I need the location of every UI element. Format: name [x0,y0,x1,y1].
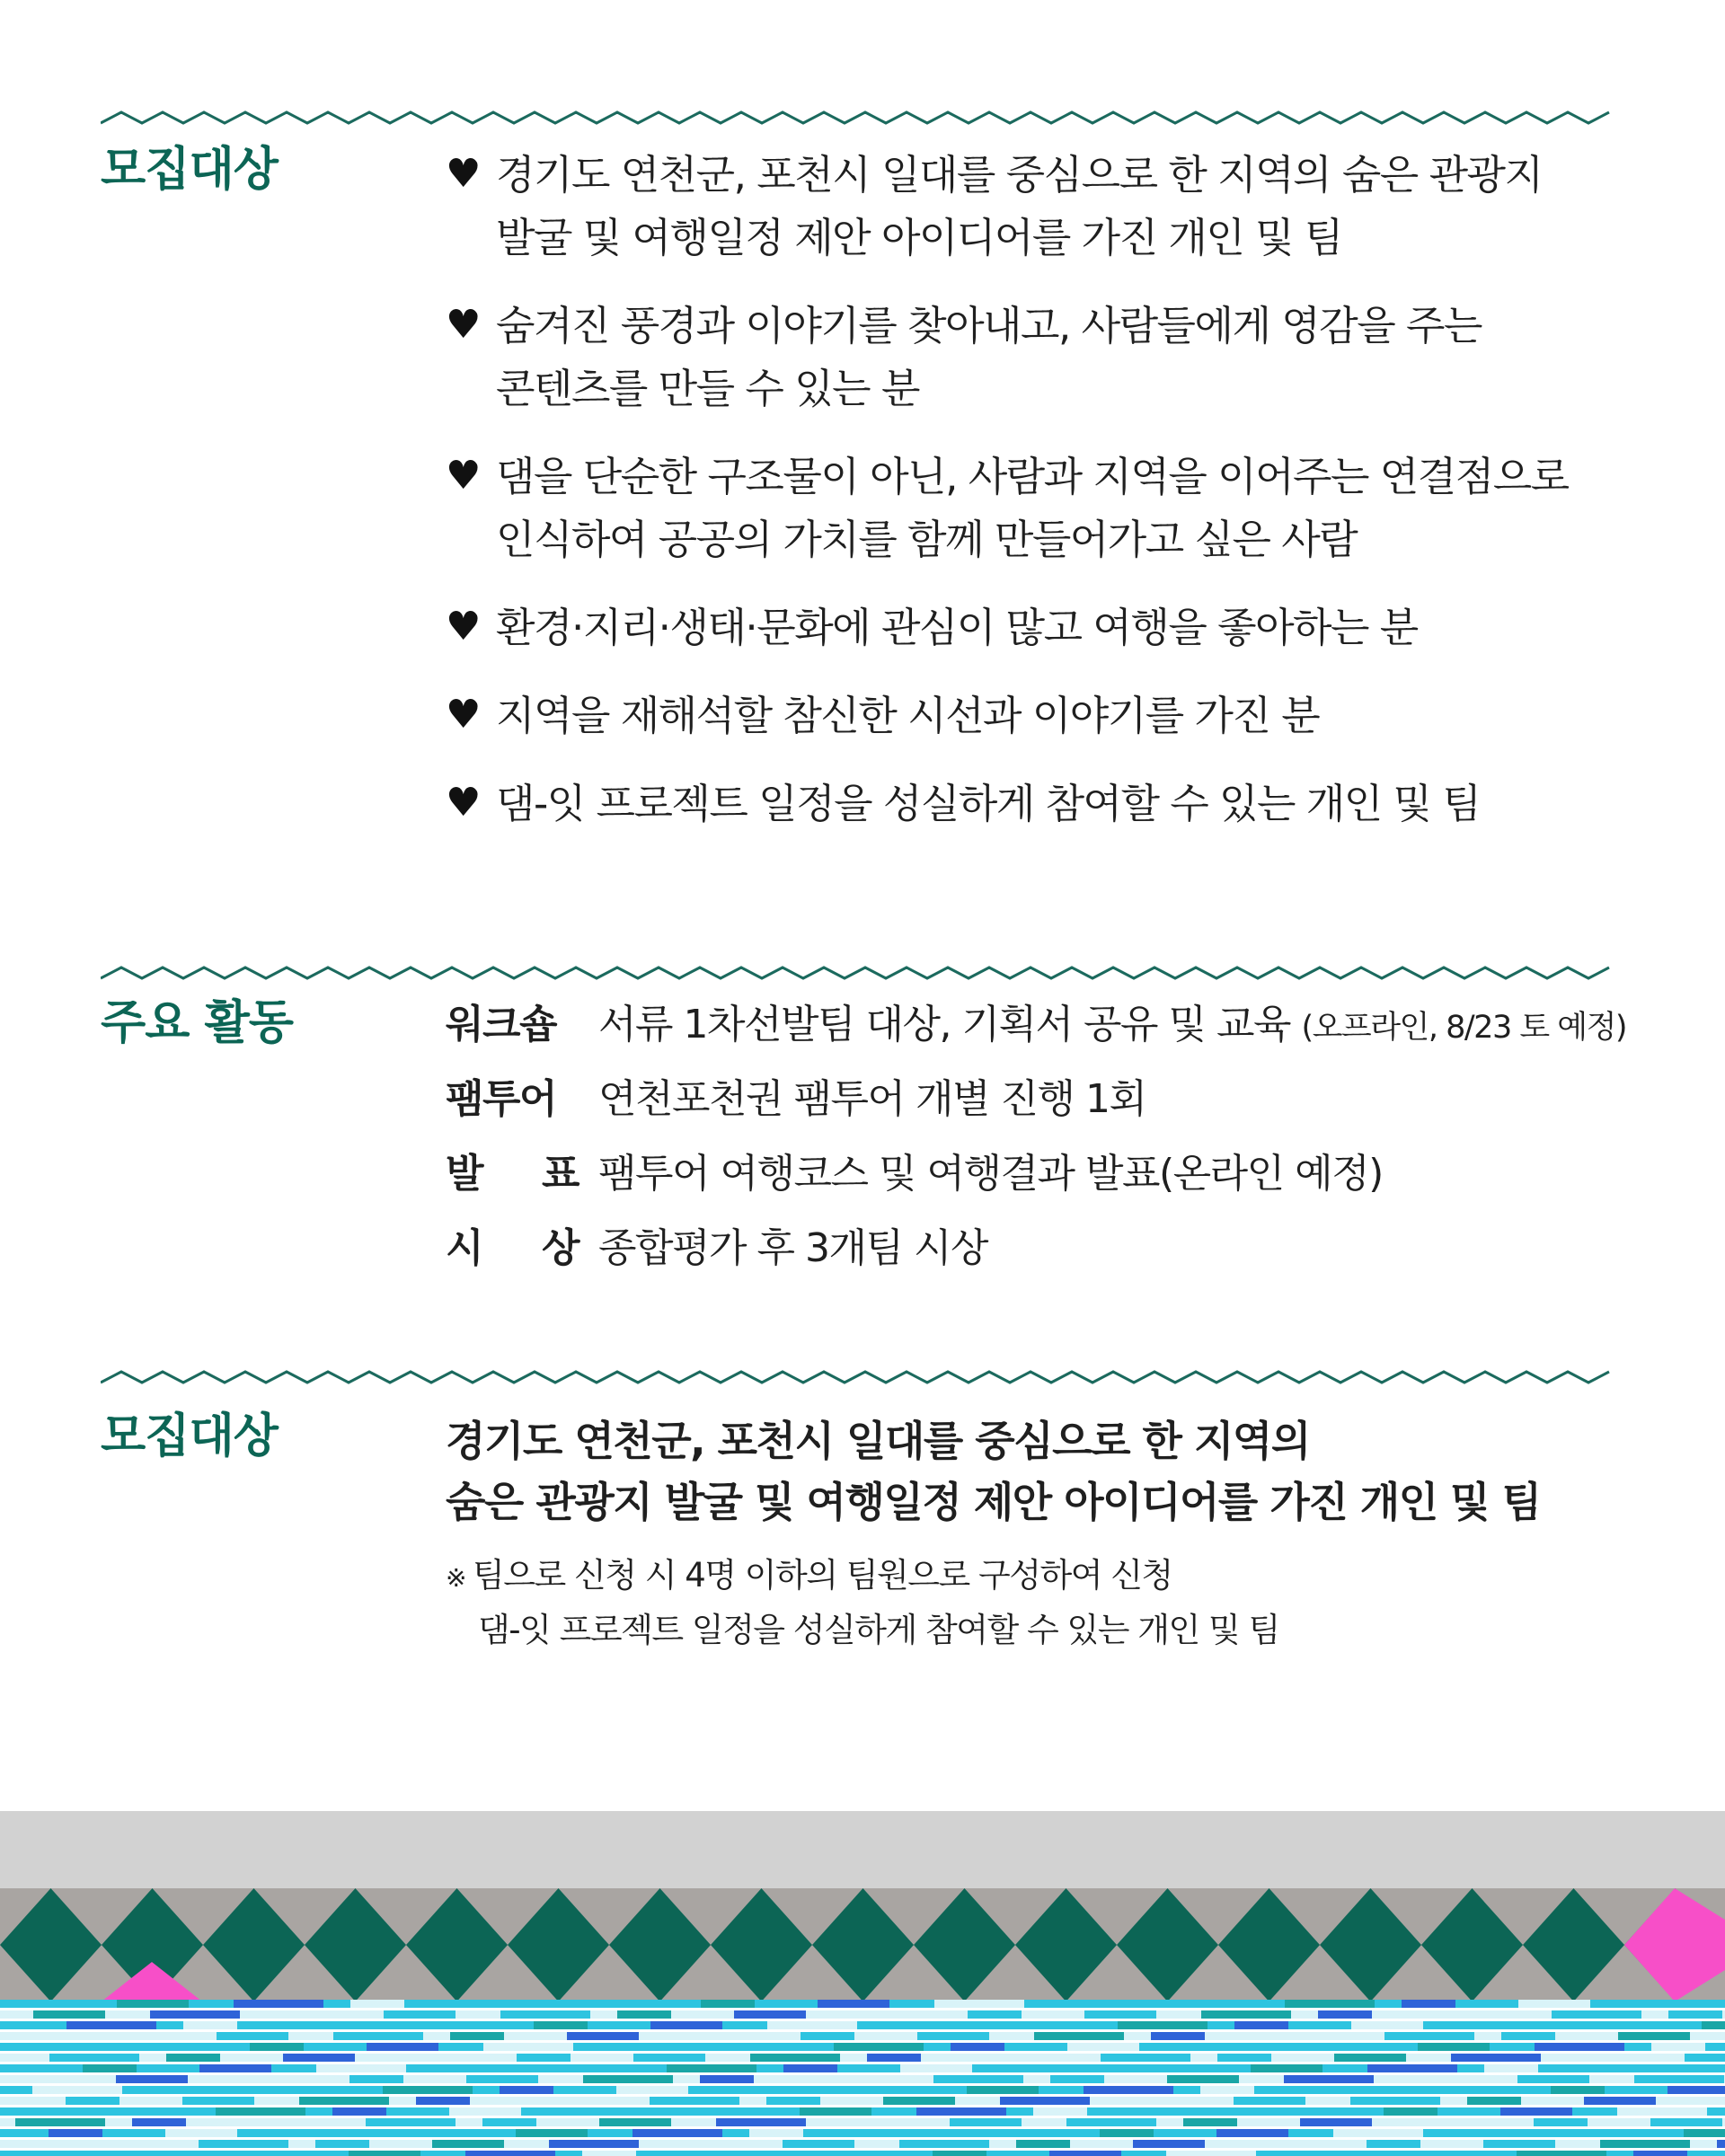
stripe-segment [1717,2140,1725,2148]
stripe-segment [1017,2064,1107,2072]
stripe-segment [49,2054,139,2062]
stripe-segment [1534,2118,1588,2126]
stripe-segment [1500,2107,1572,2116]
stripe-segment [567,2032,639,2040]
stripe-segment [1150,2107,1222,2116]
stripe-segment [633,2054,705,2062]
stripe-segment [833,2118,887,2126]
stripe-segment [1402,2000,1455,2008]
stripe-segment [1268,2032,1340,2040]
stripe-segment [1084,2010,1156,2019]
section-heading-activities: 주요 활동 [101,996,294,1050]
stripe-segment [149,2086,203,2094]
stripe-segment [1234,2021,1288,2029]
stripe-segment [968,2010,1022,2019]
section-heading-recruit: 모집대상 [101,143,278,197]
stripe-segment [250,2043,304,2051]
stripe-segment [700,2075,754,2083]
stripe-segment [801,2032,854,2040]
wave-line [101,112,1609,123]
stripe-segment [800,2107,871,2116]
stripe-segment [1333,2129,1423,2137]
stripe-segment [983,2129,1073,2137]
stripe-segment [1317,2086,1389,2094]
stripe-segment [534,2021,588,2029]
stripe-segment [816,2151,906,2156]
stripe-segment [1216,2129,1288,2137]
stripe-segment [967,2086,1039,2094]
stripe-segment [449,2107,521,2116]
stripe-segment [349,2075,403,2083]
stripe-segment [750,2054,840,2062]
stripe-segment [183,2021,237,2029]
stripe-segment [217,2032,288,2040]
heart-icon: ♥ [446,151,480,197]
stripe-segment [1435,2010,1507,2019]
stripe-segment [600,2043,654,2051]
stripe-segment [283,2054,355,2062]
target-description [446,1410,1685,1533]
activity-text [598,997,1626,1056]
stripe-segment [1434,2086,1524,2094]
stripe-segment [199,2064,271,2072]
stripe-segment [1300,2118,1372,2126]
stripe-segment [1318,2010,1372,2019]
stripe-segment [866,2129,938,2137]
stripe-segment [1367,2140,1420,2148]
wave-line [101,968,1609,978]
activity-label-part: 상 [541,1225,579,1271]
stripe-segment [1400,2151,1472,2156]
stripe-segment [1685,2054,1725,2062]
stripe-segment [1650,2118,1722,2126]
stripe-segment [66,2097,119,2105]
list-item [446,596,1650,659]
activity-label [446,1072,579,1127]
stripe-segment [466,2075,538,2083]
stripe-segment [1718,2064,1725,2072]
activity-row [446,1146,1685,1221]
stripe-segment [717,2043,789,2051]
stripe-segment [1251,2064,1322,2072]
stripe-segment [599,2118,671,2126]
stripe-segment [916,2107,1006,2116]
wave-line [101,1372,1609,1383]
stripe-segment [1301,2043,1355,2051]
stripe-segment [1418,2043,1490,2051]
stripe-segment [783,2140,854,2148]
stripe-segment [549,2140,639,2148]
stripe-segment [117,2000,189,2008]
stripe-segment [884,2021,938,2029]
stripe-segment [883,2097,955,2105]
activity-label [446,997,579,1053]
stripe-segment [266,2086,338,2094]
stripe-segment [1351,2021,1423,2029]
stripe-segment [1451,2054,1541,2062]
stripe-segment [701,2000,755,2008]
list-item [446,446,1650,571]
stripe-segment [617,2010,671,2019]
activity-desc: 서류 1차선발팀 대상, 기획서 공유 및 교육 [598,1002,1290,1047]
stripe-segment [566,2107,656,2116]
stripe-segment [82,2140,154,2148]
heart-icon: ♥ [446,692,480,738]
list-item [446,685,1650,747]
stripe-segment [99,2107,171,2116]
activity-label-part: 팸투어 [446,1076,557,1122]
stripe-segment [482,2118,536,2126]
stripe-segment [666,2140,720,2148]
heart-icon: ♥ [446,604,480,649]
list-item [446,144,1650,270]
stripe-segment [433,2064,487,2072]
wave-divider [101,108,1628,128]
stripe-segment [315,2140,369,2148]
stripe-segment [483,2043,573,2051]
stripe-segment [1484,2064,1538,2072]
stripe-segment [1051,2000,1105,2008]
stripe-segment [417,2021,507,2029]
stripe-segment [300,2021,372,2029]
stripe-segment [1601,2064,1673,2072]
stripe-segment [316,2064,406,2072]
activity-label-part: 표 [541,1151,579,1197]
stripe-segment [850,2086,904,2094]
activity-label-part: 워크숍 [446,1002,557,1047]
bullet-line: 숨겨진 풍경과 이야기를 찾아내고, 사람들에게 영감을 주는 [496,302,1482,349]
stripe-segment [232,2151,286,2156]
heart-icon: ♥ [446,453,480,499]
stripe-segment [333,2032,423,2040]
stripe-segment [450,2032,504,2040]
stripe-segment [1585,2021,1639,2029]
bullet-line: 댐-잇 프로젝트 일정을 성실하게 참여할 수 있는 개인 및 팀 [496,780,1481,827]
stripe-segment [1668,2010,1722,2019]
stripe-segment [150,2010,240,2019]
footer-gray-band [0,1811,1725,1888]
stripe-segment [133,2043,223,2051]
activity-desc: 종합평가 후 3개팀 시상 [598,1225,987,1271]
stripe-segment [416,2097,470,2105]
stripe-segment [366,2118,456,2126]
stripe-segment [933,2151,986,2156]
stripe-segment [1635,2000,1725,2008]
bullet-line: 경기도 연천군, 포천시 일대를 중심으로 한 지역의 숨은 관광지 [496,151,1543,199]
stripe-segment [216,2107,305,2116]
stripe-segment [1350,2097,1440,2105]
stripe-segment [350,2000,404,2008]
stripe-segment [1200,2086,1254,2094]
stripe-segment [1184,2043,1274,2051]
stripe-segment [116,2075,188,2083]
stripe-segment [199,2140,288,2148]
stripe-row [0,2021,1725,2029]
section-heading-target: 모집대상 [101,1409,278,1463]
heart-icon: ♥ [446,302,480,348]
stripe-segment [1250,2140,1340,2148]
bullet-line: 콘텐츠를 만들 수 있는 분 [496,365,919,412]
list-item [446,773,1650,835]
activity-label-part: 발 [446,1151,483,1197]
stripe-segment [1401,2075,1455,2083]
stripe-segment [1517,2151,1606,2156]
stripe-segment [1101,2054,1190,2062]
stripe-segment [399,2129,453,2137]
stripe-segment [234,2000,323,2008]
stripe-segment [66,2021,156,2029]
stripe-segment [1384,2107,1438,2116]
list-item [446,295,1650,420]
stripe-segment [1100,2129,1154,2137]
stripe-segment [367,2043,438,2051]
stripe-segment [1168,2000,1240,2008]
stripe-segment [550,2064,622,2072]
stripe-segment [1633,2151,1687,2156]
stripe-segment [817,2075,889,2083]
stripe-segment [667,2064,756,2072]
stripe-segment [1134,2064,1188,2072]
stripe-row [0,2097,1725,2105]
stripe-segment [1552,2010,1641,2019]
stripe-segment [1167,2075,1239,2083]
wave-divider [101,1367,1628,1387]
stripe-segment [432,2140,504,2148]
stripe-segment [851,2010,941,2019]
stripe-segment [1033,2107,1087,2116]
stripe-segment [1049,2151,1121,2156]
stripe-segment [500,2086,553,2094]
stripe-segment [1050,2075,1104,2083]
stripe-segment [1468,2021,1558,2029]
stripe-segment [584,2000,674,2008]
stripe-segment [83,2064,137,2072]
stripe-segment [1066,2118,1156,2126]
bullet-line: 인식하여 공공의 가치를 함께 만들어가고 싶은 사람 [496,516,1358,563]
stripe-segment [1584,2097,1656,2105]
stripe-pattern [0,2000,1725,2156]
stripe-segment [1367,2064,1457,2072]
stripe-segment [1001,2021,1073,2029]
stripe-segment [1517,2075,1589,2083]
stripe-segment [33,2010,105,2019]
stripe-segment [1067,2043,1139,2051]
stripe-segment [1684,2129,1725,2137]
stripe-segment [166,2054,220,2062]
stripe-segment [650,2021,722,2029]
heart-icon: ♥ [446,780,480,826]
stripe-segment [733,2086,823,2094]
stripe-segment [1183,2118,1237,2126]
stripe-segment [349,2151,420,2156]
stripe-segment [934,2000,1024,2008]
stripe-segment [49,2129,102,2137]
stripe-segment [1118,2021,1208,2029]
stripe-segment [249,2118,321,2126]
activity-row [446,1072,1685,1146]
stripe-segment [716,2118,806,2126]
activity-text [598,1072,1146,1127]
stripe-segment [749,2129,803,2137]
stripe-segment [100,2032,154,2040]
stripe-segment [766,2097,820,2105]
stripe-segment [1501,2032,1555,2040]
activity-note: (오프라인, 8/23 토 예정) [1301,1010,1627,1046]
bullet-line: 환경·지리·생태·문화에 관심이 많고 여행을 좋아하는 분 [496,604,1418,651]
activity-desc: 팸투어 여행코스 및 여행결과 발표(온라인 예정) [598,1151,1383,1197]
bullet-line: 댐을 단순한 구조물이 아닌, 사람과 지역을 이어주는 연결점으로 [496,453,1569,500]
stripe-segment [1201,2010,1291,2019]
stripe-segment [533,2097,605,2105]
stripe-segment [1702,2021,1725,2029]
activity-label [446,1146,579,1202]
stripe-segment [1668,2086,1725,2094]
stripe-segment [1618,2032,1690,2040]
stripe-segment [1384,2032,1474,2040]
stripe-segment [1483,2140,1555,2148]
activity-text [598,1221,987,1277]
stripe-segment [1267,2107,1357,2116]
stripe-segment [1016,2140,1070,2148]
stripe-segment [465,2151,555,2156]
stripe-segment [282,2129,372,2137]
stripe-segment [1417,2118,1507,2126]
stripe-segment [16,2043,88,2051]
stripe-segment [917,2032,989,2040]
target-note [446,1550,1685,1657]
stripe-segment [1084,2086,1173,2094]
stripe-segment [616,2086,688,2094]
stripe-segment [467,2000,539,2008]
stripe-segment [834,2043,924,2051]
stripe-segment [867,2054,921,2062]
activity-row [446,1221,1685,1295]
stripe-segment [1600,2140,1690,2148]
target-line: 숨은 관광지 발굴 및 여행일정 제안 아이디어를 가진 개인 및 팀 [446,1478,1541,1526]
note-line: 팀으로 신청 시 4명 이하의 팀원으로 구성하여 신청 [472,1556,1172,1595]
stripe-segment [1467,2097,1521,2105]
stripe-segment [699,2151,771,2156]
stripe-segment [1117,2097,1171,2105]
stripe-segment [1334,2054,1406,2062]
activity-label [446,1221,579,1277]
stripe-segment [683,2107,737,2116]
note-line: 댐-잇 프로젝트 일정을 성실하게 참여할 수 있는 개인 및 팀 [478,1611,1279,1649]
wave-divider [101,963,1628,983]
activity-text [598,1146,1383,1202]
stripe-segment [933,2075,1023,2083]
stripe-segment [182,2097,254,2105]
stripe-segment [950,2118,1022,2126]
target-line: 경기도 연천군, 포천시 일대를 중심으로 한 지역의 [446,1417,1310,1465]
stripe-segment [1234,2097,1305,2105]
stripe-segment [0,2000,54,2008]
stripe-segment [1151,2032,1205,2040]
stripe-segment [384,2010,456,2019]
stripe-segment [951,2043,1004,2051]
stripe-segment [1568,2054,1622,2062]
stripe-segment [267,2010,321,2019]
stripe-segment [899,2140,989,2148]
stripe-segment [115,2151,205,2156]
stripe-segment [984,2054,1056,2062]
stripe-segment [1133,2140,1205,2148]
stripe-segment [500,2010,590,2019]
stripe-segment [165,2129,237,2137]
stripe-segment [32,2086,122,2094]
stripe-segment [233,2075,323,2083]
stripe-segment [299,2097,389,2105]
stripe-segment [818,2000,889,2008]
stripe-segment [1450,2129,1504,2137]
stripe-segment [1166,2151,1256,2156]
stripe-segment [650,2097,739,2105]
stripe-segment [1651,2043,1705,2051]
activities-list [446,997,1685,1295]
stripe-segment [1567,2129,1639,2137]
stripe-segment [1034,2032,1124,2040]
stripe-segment [517,2054,571,2062]
stripe-segment [1285,2000,1375,2008]
stripe-segment [1518,2000,1590,2008]
stripe-segment [1701,2097,1725,2105]
stripe-segment [383,2086,473,2094]
stripe-segment [400,2054,490,2062]
stripe-segment [583,2075,673,2083]
bullet-line: 지역을 재해석할 참신한 시선과 이야기를 가진 분 [496,692,1320,739]
stripe-segment [132,2118,186,2126]
stripe-segment [632,2129,722,2137]
stripe-segment [332,2107,386,2116]
stripe-segment [15,2118,105,2126]
stripe-segment [767,2021,857,2029]
stripe-segment [1617,2107,1707,2116]
stripe-segment [684,2032,774,2040]
stripe-segment [1283,2151,1337,2156]
diamond-pattern [0,1888,1725,2001]
stripe-segment [1000,2097,1090,2105]
stripe-segment [734,2010,806,2019]
bullet-line: 발굴 및 여행일정 제안 아이디어를 가진 개인 및 팀 [496,214,1342,261]
activity-row [446,997,1685,1072]
activity-label-part: 시 [446,1225,483,1271]
recruit-bullet-list [446,144,1650,861]
stripe-segment [900,2064,972,2072]
stripe-segment [516,2129,588,2137]
stripe-segment [783,2064,837,2072]
stripe-segment [1217,2054,1271,2062]
stripe-segment [1551,2086,1605,2094]
stripe-segment [582,2151,636,2156]
reference-mark-icon: ※ [446,1563,465,1593]
activity-desc: 연천포천권 팸투어 개별 진행 1회 [598,1076,1146,1122]
stripe-segment [1634,2075,1724,2083]
stripe-segment [1284,2075,1374,2083]
stripe-segment [1535,2043,1624,2051]
